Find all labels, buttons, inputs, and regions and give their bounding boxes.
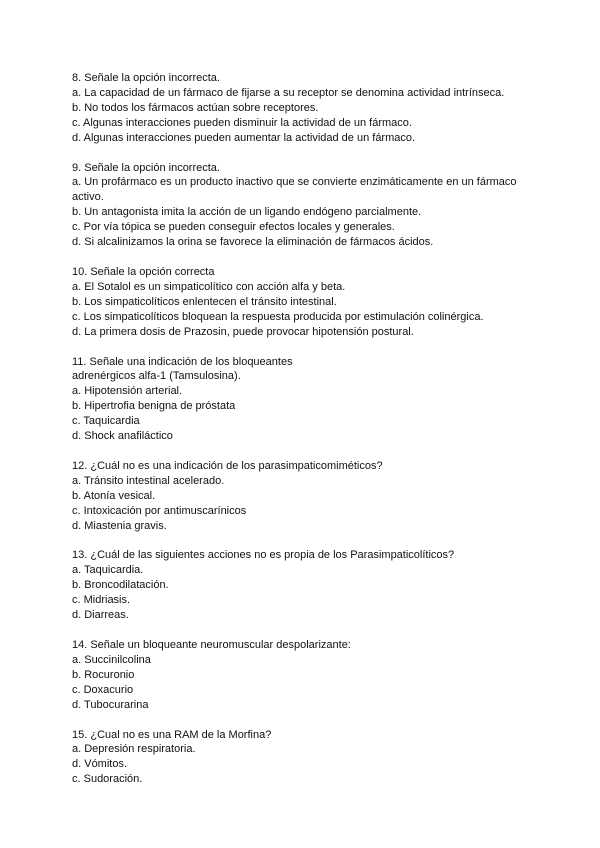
question-prompt-continued: adrenérgicos alfa-1 (Tamsulosina). [72,370,241,383]
question-prompt: 15. ¿Cual no es una RAM de la Morfina? [72,728,272,741]
option-d: d. Algunas interacciones pueden aumentar la actividad de un fármaco. [72,131,416,144]
option-d: d. Tubocurarina [72,698,149,711]
option-d: d. Miastenia gravis. [72,519,167,532]
option-c: c. Intoxicación por antimuscarínicos [72,504,247,517]
question-prompt: 12. ¿Cuál no es una indicación de los parasimpaticomiméticos? [72,459,383,472]
option-a: a. La capacidad de un fármaco de fijarse a su receptor se denomina actividad intrínseca. [72,86,505,99]
option-c: c. Por vía tópica se pueden conseguir efectos locales y generales. [72,221,395,234]
option-a: a. Un profármaco es un producto inactivo que se convierte enzimáticamente en un fármaco activo. [72,176,517,204]
option-a: a. Succinilcolina [72,653,151,666]
option-c: c. Los simpaticolíticos bloquean la respuesta producida por estimulación colinérgica. [72,310,484,323]
exam-page [72,71,542,802]
option-b: b. Hipertrofia benigna de próstata [72,400,236,413]
option-b: b. Broncodilatación. [72,579,169,592]
question-11 [72,355,542,444]
option-d: d. La primera dosis de Prazosin, puede provocar hipotensión postural. [72,325,414,338]
option-d: d. Shock anafiláctico [72,430,173,443]
question-prompt: 11. Señale una indicación de los bloqueantes [72,355,293,368]
option-b: b. No todos los fármacos actúan sobre receptores. [72,101,319,114]
question-8 [72,71,542,146]
question-prompt: 10. Señale la opción correcta [72,265,215,278]
option-c: c. Algunas interacciones pueden disminuir la actividad de un fármaco. [72,116,412,129]
option-d: d. Vómitos. [72,758,128,771]
option-c: c. Taquicardia [72,415,140,428]
option-c: c. Midriasis. [72,594,131,607]
question-9 [72,161,542,250]
question-prompt: 9. Señale la opción incorrecta. [72,161,220,174]
question-13 [72,548,542,623]
question-12 [72,459,542,534]
question-14 [72,638,542,713]
question-prompt: 14. Señale un bloqueante neuromuscular despolarizante: [72,639,351,651]
option-c: c. Sudoración. [72,773,143,786]
question-15 [72,728,542,788]
option-b: b. Atonía vesical. [72,489,156,502]
option-b: b. Rocuronio [72,668,135,681]
option-a: a. Taquicardia. [72,564,144,577]
question-prompt: 8. Señale la opción incorrecta. [72,72,220,84]
question-prompt: 13. ¿Cuál de las siguientes acciones no es propia de los Parasimpaticolíticos? [72,549,455,562]
option-a: a. El Sotalol es un simpaticolítico con acción alfa y beta. [72,280,346,293]
option-a: a. Tránsito intestinal acelerado. [72,474,225,487]
option-c: c. Doxacurio [72,683,134,696]
option-b: b. Un antagonista imita la acción de un ligando endógeno parcialmente. [72,206,422,219]
option-a: a. Hipotensión arterial. [72,385,183,398]
question-10 [72,265,542,340]
option-b: b. Los simpaticolíticos enlentecen el tránsito intestinal. [72,295,337,308]
option-d: d. Si alcalinizamos la orina se favorece la eliminación de fármacos ácidos. [72,236,434,249]
option-d: d. Diarreas. [72,609,129,622]
option-a: a. Depresión respiratoria. [72,743,196,756]
